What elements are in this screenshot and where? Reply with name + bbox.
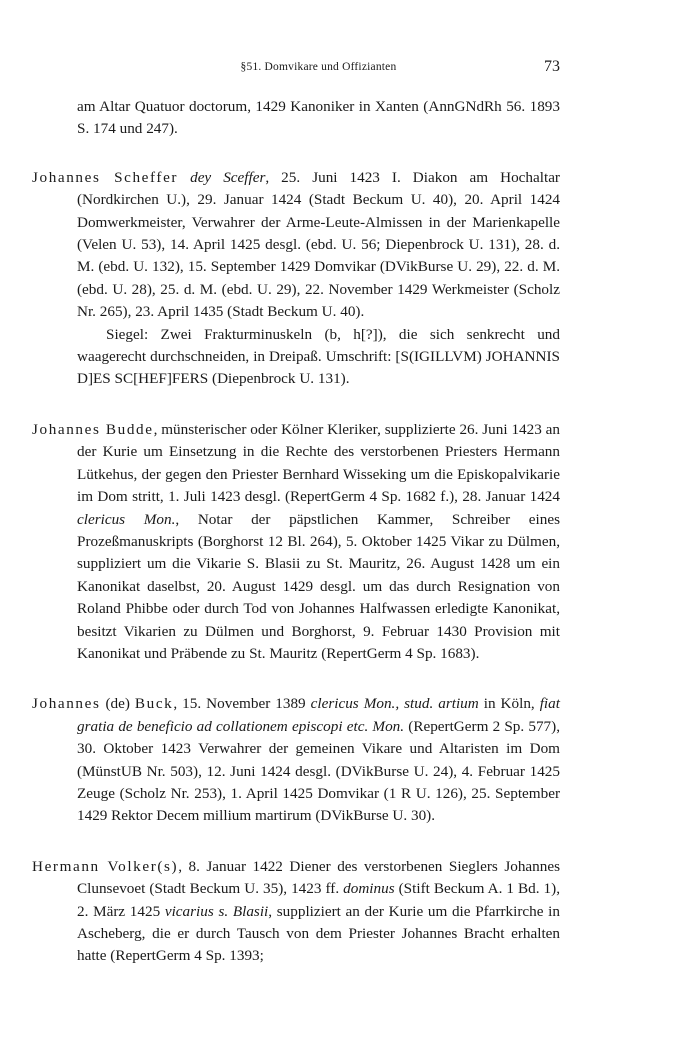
entry-text: , münsterischer oder Kölner Kleriker, supplizierte 26. Juni 1423 an der Kurie um Einsetzung in die Rechte des verstorbenen Priesters Hermann Lütkehus, der gegen den Priester Bernhard Wisseking um die Episkopalvikarie im Dom stritt, 1. Juli 1423 desgl. (RepertGerm 4 Sp. 1682 f.), 28. Januar 1424 [77, 420, 560, 506]
entry-italic: clericus Mon., stud. artium [310, 695, 479, 713]
seal-description: Siegel: Zwei Frakturminuskeln (b, h[?]), die sich senkrecht und waagerecht durchschneiden, in Dreipaß. Umschrift: [S(IGILLVM) JOHANNIS D]ES SC[HEF]FERS (Diepenbrock U. 131). [77, 325, 560, 388]
entry-name: Hermann Volker(s) [32, 857, 179, 875]
entry-text: , 25. Juni 1423 I. Diakon am Hochaltar (Nordkirchen U.), 29. Januar 1424 (Stadt Beckum U. 40), 20. April 1424 Domwerkmeister, Verwahrer der Arme-Leute-Almissen in der Marienkapelle (Velen U. 53), 14. April 1425 desgl. (ebd. U. 56; Diepenbrock U. 131), 28. d. M. (ebd. U. 132), 15. September 1429 Domvikar (DVikBurse U. 29), 22. d. M. (ebd. U. 28), 25. d. M. (ebd. U. 29), 22. November 1429 Werkmeister (Scholz Nr. 265), 23. April 1435 (Stadt Beckum U. 40). [77, 168, 560, 321]
entry-text: , suppliziert an der Kurie um die Pfarrkirche in Ascheberg, die er durch Tausch von dem Priester Johannes Bracht erhalten hatte (RepertGerm 4 Sp. 1393; [77, 902, 560, 965]
entry-name: Johannes Scheffer [32, 168, 179, 186]
entry-name: Buck [134, 695, 174, 713]
entry-name: Johannes Budde [32, 420, 154, 438]
running-head [77, 58, 560, 80]
entry-italic: vicarius s. Blasii [164, 902, 269, 920]
entry-johannes-scheffer [32, 167, 560, 324]
entry-text: , 8. Januar 1422 Diener des verstorbenen Sieglers Johannes Clunsevoet (Stadt Beckum U. 35), 1423 ff. [77, 857, 560, 898]
continuation-paragraph: am Altar Quatuor doctorum, 1429 Kanoniker in Xanten (AnnGNdRh 56. 1893 S. 174 und 247). [77, 98, 560, 138]
name-variant: dey Sceffer [190, 168, 266, 186]
entry-hermann-volker [32, 856, 560, 968]
entry-text: (RepertGerm 2 Sp. 577), 30. Oktober 1423 Verwahrer der gemeinen Vikare und Altaristen im Dom (MünstUB Nr. 503), 12. Juni 1424 desgl. (DVikBurse U. 24), 4. Februar 1425 Zeuge (Scholz Nr. 253), 1. April 1425 Domvikar (1 R U. 126), 25. September 1429 Rektor Decem millium martirum (DVikBurse U. 30). [77, 717, 561, 825]
main-text [32, 96, 560, 968]
entry-italic: fiat gratia de beneficio ad collationem episcopi etc. Mon. [77, 695, 560, 735]
section-title: §51. Domvikare und Offizianten [240, 61, 397, 73]
entry-italic: clericus Mon. [77, 510, 176, 528]
entry-italic: dominus [343, 880, 395, 898]
entry-text: in Köln, [478, 695, 540, 713]
entry-text: , Notar der päpstlichen Kammer, Schreiber eines Prozeßmanuskripts (Borghorst 12 Bl. 264), 5. Oktober 1425 Vikar zu Dülmen, suppliziert um die Vikarie S. Blasii zu St. Mauritz, 26. August 1428 um ein Kanonikat daselbst, 20. August 1429 desgl. um das durch Resignation von Roland Phibbe oder durch Tod von Johannes Halfwassen erledigte Kanonikat, besitzt Vikarien zu Dülmen und Borghorst, 9. Februar 1430 Provision mit Kanonikat und Präbende zu St. Mauritz (RepertGerm 4 Sp. 1683). [77, 510, 560, 662]
entry-johannes-buck [32, 693, 560, 827]
entry-name: Johannes [32, 695, 101, 713]
entry-text: , 15. November 1389 [173, 695, 311, 713]
page-number: 73 [544, 58, 560, 75]
entry-name-part: (de) [100, 695, 135, 713]
entry-text: (Stift Beckum A. 1 Bd. 1), 2. März 1425 [77, 880, 560, 920]
entry-johannes-budde [32, 419, 560, 665]
